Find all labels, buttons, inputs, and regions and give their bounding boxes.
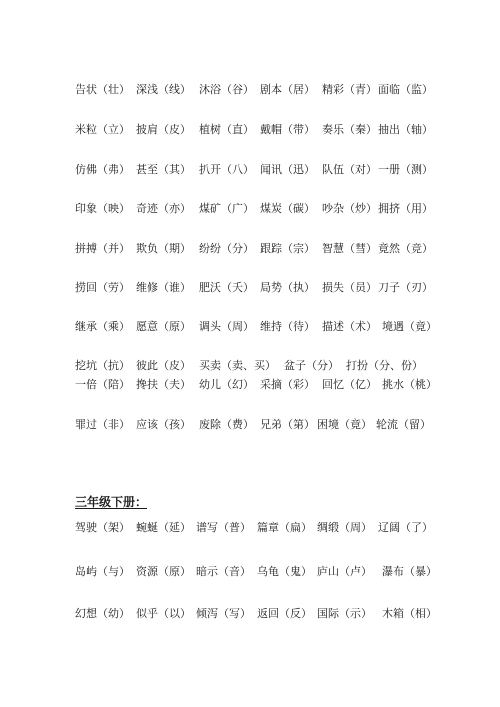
word-row <box>0 82 500 98</box>
word-pair: 倾泻（写） <box>196 607 251 620</box>
word-row <box>0 520 500 536</box>
word-pair: 乌龟（鬼） <box>257 565 312 578</box>
word-row <box>0 162 500 178</box>
word-pair: 深浅（线） <box>136 83 191 96</box>
word-pair: 挖坑（抗） <box>75 359 130 372</box>
word-pair: 废除（费） <box>199 418 254 431</box>
word-row <box>0 358 500 374</box>
word-pair: 印象（映） <box>75 202 130 215</box>
section-heading: 三年级下册： <box>75 495 148 509</box>
word-pair: 一倍（陪） <box>75 378 130 391</box>
word-pair: 甚至（其） <box>136 163 191 176</box>
word-pair: 庐山（卢） <box>317 565 372 578</box>
word-pair: 彼此（皮） <box>136 359 191 372</box>
word-pair: 剧本（居） <box>260 83 315 96</box>
word-pair: 兄弟（第） <box>260 418 315 431</box>
word-pair: 绸缎（周） <box>317 521 372 534</box>
word-pair: 驾驶（架） <box>75 521 130 534</box>
word-pair: 采摘（彩） <box>260 378 315 391</box>
word-pair: 欺负（期） <box>136 242 191 255</box>
word-row <box>0 280 500 296</box>
word-pair: 回忆（亿） <box>322 378 377 391</box>
word-pair: 肥沃（夭） <box>199 281 254 294</box>
word-pair: 精彩（青） <box>322 83 377 96</box>
word-pair: 蜿蜒（延） <box>136 521 191 534</box>
word-pair: 捞回（劳） <box>75 281 130 294</box>
word-pair: 返回（反） <box>257 607 312 620</box>
word-pair: 岛屿（与） <box>75 565 130 578</box>
word-pair: 闻讯（迅） <box>260 163 315 176</box>
word-pair: 队伍（对） <box>322 163 377 176</box>
word-pair: 木箱（相） <box>382 607 437 620</box>
word-pair: 抽出（轴） <box>378 123 433 136</box>
word-pair: 仿佛（弗） <box>75 163 130 176</box>
word-row <box>0 564 500 580</box>
word-row <box>0 241 500 257</box>
word-pair: 辽阔（了） <box>378 521 433 534</box>
word-pair: 局势（执） <box>260 281 315 294</box>
word-pair: 披肩（皮） <box>136 123 191 136</box>
word-pair: 刀子（刃） <box>378 281 433 294</box>
word-row <box>0 319 500 335</box>
word-pair: 盆子（分） <box>284 359 339 372</box>
word-pair: 纷纷（分） <box>199 242 254 255</box>
word-pair: 境遇（竟） <box>382 320 437 333</box>
word-row <box>0 417 500 433</box>
word-pair: 继承（乘） <box>75 320 130 333</box>
word-pair: 打扮（分、份） <box>346 359 423 372</box>
word-pair: 煤矿（广） <box>199 202 254 215</box>
word-pair: 谱写（普） <box>196 521 251 534</box>
word-pair: 损失（员） <box>322 281 377 294</box>
word-pair: 似乎（以） <box>136 607 191 620</box>
word-pair: 吵杂（炒） <box>322 202 377 215</box>
word-pair: 买卖（卖、买） <box>199 359 276 372</box>
word-pair: 资源（原） <box>136 565 191 578</box>
word-pair: 沐浴（谷） <box>199 83 254 96</box>
word-pair: 维修（谁） <box>136 281 191 294</box>
word-pair: 愿意（原） <box>136 320 191 333</box>
word-pair: 拼搏（并） <box>75 242 130 255</box>
word-pair: 煤炭（碳） <box>260 202 315 215</box>
word-pair: 智慧（彗） <box>322 242 377 255</box>
word-pair: 瀑布（暴） <box>382 565 437 578</box>
word-pair: 扒开（八） <box>199 163 254 176</box>
word-pair: 面临（监） <box>378 83 433 96</box>
word-pair: 奏乐（秦） <box>322 123 377 136</box>
word-pair: 罪过（非） <box>75 418 130 431</box>
word-pair: 搀扶（夫） <box>136 378 191 391</box>
word-pair: 奇迹（亦） <box>136 202 191 215</box>
word-pair: 国际（示） <box>317 607 372 620</box>
word-pair: 应该（孩） <box>136 418 191 431</box>
word-row <box>0 606 500 622</box>
word-pair: 调头（周） <box>199 320 254 333</box>
word-pair: 竟然（竞） <box>378 242 433 255</box>
word-pair: 米粒（立） <box>75 123 130 136</box>
word-pair: 幻想（幼） <box>75 607 130 620</box>
word-pair: 一册（测） <box>378 163 433 176</box>
word-pair: 幼儿（幻） <box>199 378 254 391</box>
word-pair: 跟踪（宗） <box>260 242 315 255</box>
word-pair: 拥挤（用） <box>378 202 433 215</box>
word-pair: 暗示（音） <box>196 565 251 578</box>
word-pair: 篇章（扁） <box>257 521 312 534</box>
word-row <box>0 122 500 138</box>
word-pair: 告状（壮） <box>75 83 130 96</box>
word-pair: 挑水（桃） <box>382 378 437 391</box>
word-pair: 植树（直） <box>199 123 254 136</box>
word-pair: 戴帽（带） <box>260 123 315 136</box>
word-row <box>0 201 500 217</box>
word-pair: 维持（待） <box>260 320 315 333</box>
word-pair: 轮流（留） <box>376 418 431 431</box>
word-pair: 描述（术） <box>322 320 377 333</box>
word-row <box>0 377 500 393</box>
word-pair: 困境（竟） <box>317 418 372 431</box>
